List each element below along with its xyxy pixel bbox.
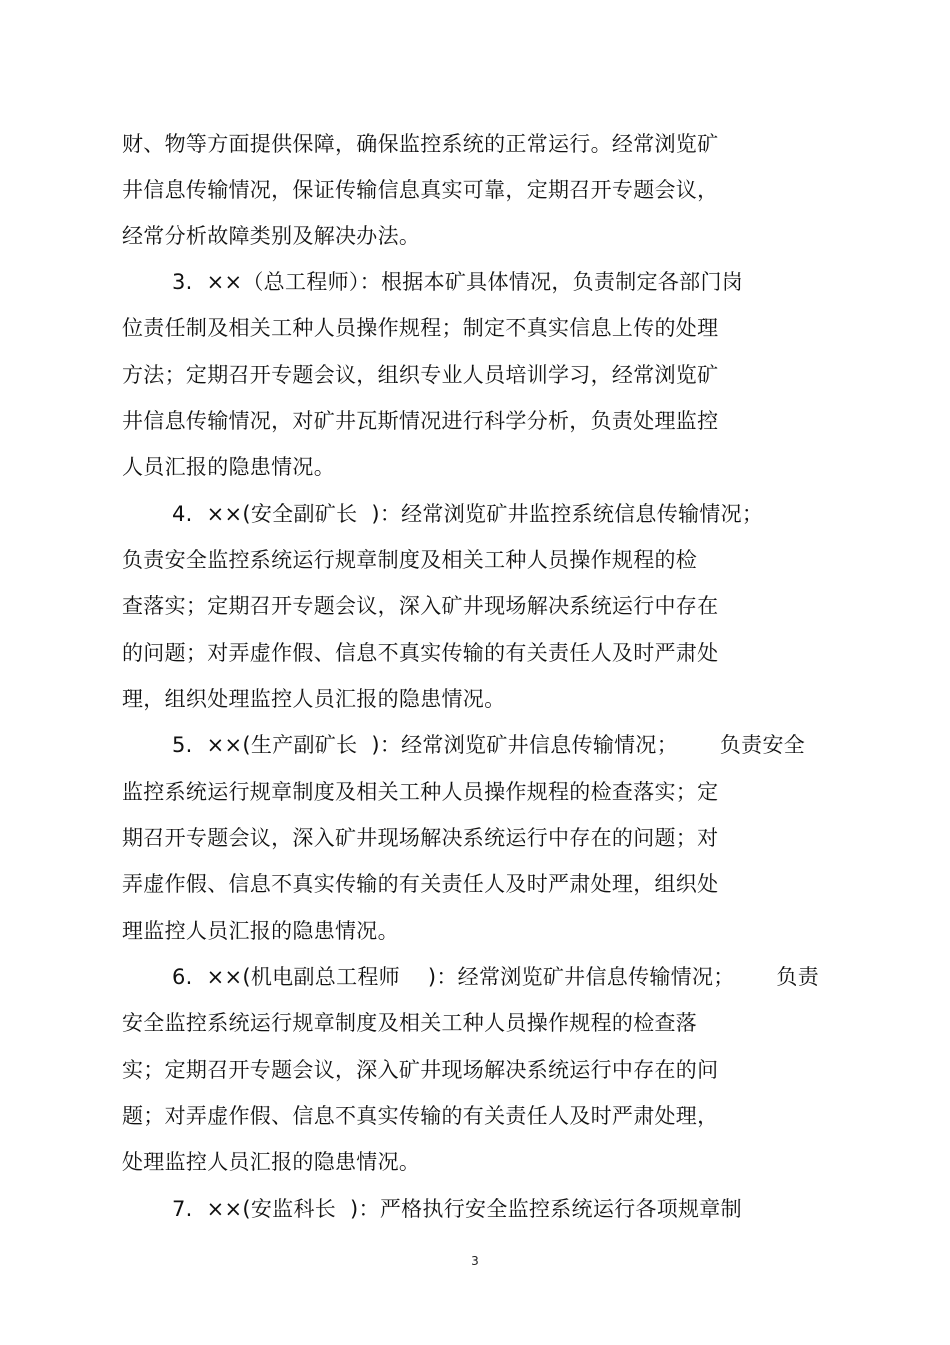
text-line: 的问题；对弄虚作假、信息不真实传输的有关责任人及时严肃处 xyxy=(122,641,719,665)
list-item-heading: 7. ××(安监科长 )：严格执行安全监控系统运行各项规章制 xyxy=(172,1197,742,1221)
list-item-heading: 6. ××(机电副总工程师 )：经常浏览矿井信息传输情况； 负责 xyxy=(172,965,820,989)
text-line: 负责安全监控系统运行规章制度及相关工种人员操作规程的检 xyxy=(122,548,698,572)
text-line: 人员汇报的隐患情况。 xyxy=(122,455,335,479)
text-line: 财、物等方面提供保障，确保监控系统的正常运行。经常浏览矿 xyxy=(122,132,719,156)
list-item-heading: 5. ××(生产副矿长 )：经常浏览矿井信息传输情况； 负责安全 xyxy=(172,733,806,757)
text-line: 安全监控系统运行规章制度及相关工种人员操作规程的检查落 xyxy=(122,1011,698,1035)
text-line: 理监控人员汇报的隐患情况。 xyxy=(122,919,399,943)
text-line: 处理监控人员汇报的隐患情况。 xyxy=(122,1150,421,1174)
text-line: 经常分析故障类别及解决办法。 xyxy=(122,224,421,248)
page-number: 3 xyxy=(471,1254,479,1268)
text-line: 位责任制及相关工种人员操作规程；制定不真实信息上传的处理 xyxy=(122,316,719,340)
text-line: 查落实；定期召开专题会议，深入矿井现场解决系统运行中存在 xyxy=(122,594,719,618)
text-line: 方法；定期召开专题会议，组织专业人员培训学习，经常浏览矿 xyxy=(122,363,719,387)
text-line: 期召开专题会议，深入矿井现场解决系统运行中存在的问题；对 xyxy=(122,826,719,850)
text-line: 监控系统运行规章制度及相关工种人员操作规程的检查落实；定 xyxy=(122,780,719,804)
text-line: 题；对弄虚作假、信息不真实传输的有关责任人及时严肃处理， xyxy=(122,1104,719,1128)
list-item-heading: 4. ××(安全副矿长 )：经常浏览矿井监控系统信息传输情况； xyxy=(172,502,764,526)
text-line: 井信息传输情况，对矿井瓦斯情况进行科学分析，负责处理监控 xyxy=(122,409,719,433)
text-line: 弄虚作假、信息不真实传输的有关责任人及时严肃处理，组织处 xyxy=(122,872,719,896)
list-item-heading: 3. ××（总工程师）：根据本矿具体情况，负责制定各部门岗 xyxy=(172,270,744,294)
text-line: 实；定期召开专题会议，深入矿井现场解决系统运行中存在的问 xyxy=(122,1058,719,1082)
text-line: 井信息传输情况，保证传输信息真实可靠，定期召开专题会议， xyxy=(122,178,719,202)
text-line: 理，组织处理监控人员汇报的隐患情况。 xyxy=(122,687,506,711)
